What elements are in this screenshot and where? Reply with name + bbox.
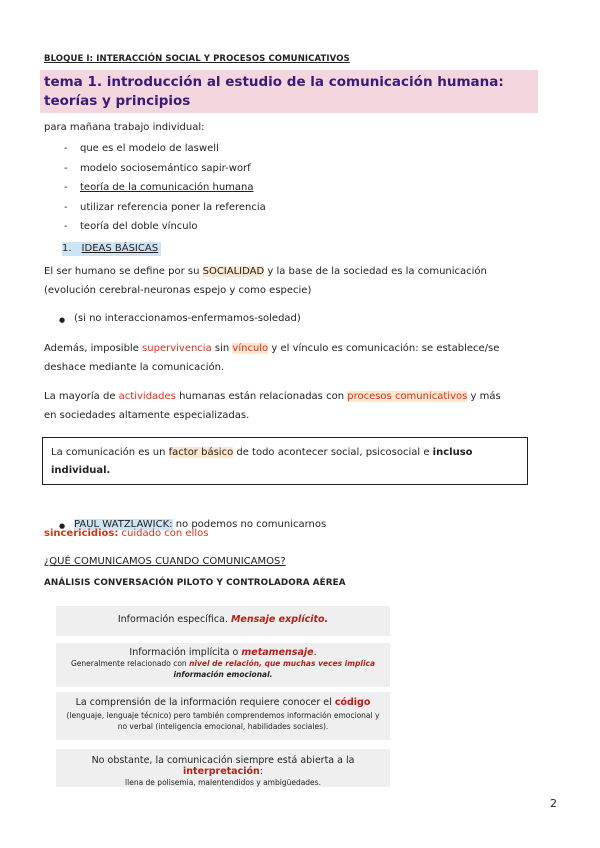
ideas-label: IDEAS BÁSICAS — [81, 243, 159, 254]
list-item: - teoría del doble vínculo — [64, 217, 266, 237]
paragraph-socialidad: El ser humano se define por su SOCIALIDAD y la base de la sociedad es la comunicación (evolución cerebral-neuronas espejo y como especie) — [44, 266, 487, 296]
question-heading: ¿QUÉ COMUNICAMOS CUANDO COMUNICAMOS? — [44, 556, 286, 567]
topic-title: tema 1. introducción al estudio de la comunicación humana: teorías y principios — [40, 70, 538, 113]
task-list — [64, 139, 266, 237]
highlight-box: La comunicación es un factor básico de todo acontecer social, psicosocial e incluso individual. — [42, 437, 528, 485]
analysis-heading: ANÁLISIS CONVERSACIÓN PILOTO Y CONTROLADORA AÉREA — [44, 578, 346, 588]
paragraph-actividades: La mayoría de actividades humanas están relacionadas con procesos comunicativos y más en sociedades altamente especializadas. — [44, 391, 501, 421]
paragraph-supervivencia: Además, imposible supervivencia sin vínculo y el vínculo es comunicación: se establece/se deshace mediante la comunicación. — [44, 343, 500, 373]
list-item: - utilizar referencia poner la referencia — [64, 198, 266, 218]
bullet-item: ● (si no interaccionamos-enfermamos-soledad) — [44, 309, 600, 328]
info-card: La comprensión de la información requiere conocer el código (lenguaje, lenguaje técnico) pero también comprendemos información emocional y no verbal (inteligencia emocional, habilidades sociales). — [56, 692, 390, 740]
intro-text: para mañana trabajo individual: — [44, 122, 205, 133]
linked-task[interactable]: teoría de la comunicación humana — [80, 182, 254, 193]
author-name: PAUL WATZLAWICK: — [74, 519, 173, 530]
list-item — [64, 178, 266, 198]
subsection-heading: 1. IDEAS BÁSICAS — [62, 243, 161, 254]
page-number: 2 — [550, 797, 557, 810]
list-item: - modelo sociosemántico sapir-worf — [64, 159, 266, 179]
list-item: - que es el modelo de laswell — [64, 139, 266, 159]
section-heading: BLOQUE I: INTERACCIÓN SOCIAL Y PROCESOS COMUNICATIVOS — [44, 54, 350, 64]
info-card: No obstante, la comunicación siempre está abierta a la interpretación: llena de polisemia, malentendidos y ambigüedades. — [56, 749, 390, 787]
info-card: Información específica. Mensaje explícito. — [56, 606, 390, 636]
sincericidios-note: sincericidios: cuidado con ellos — [44, 528, 209, 539]
info-card: Información implícita o metamensaje. Generalmente relacionado con nivel de relación, que muchas veces implica información emocional. — [56, 643, 390, 687]
bullet-item: ● PAUL WATZLAWICK: no podemos no comunicarnos — [44, 515, 600, 534]
